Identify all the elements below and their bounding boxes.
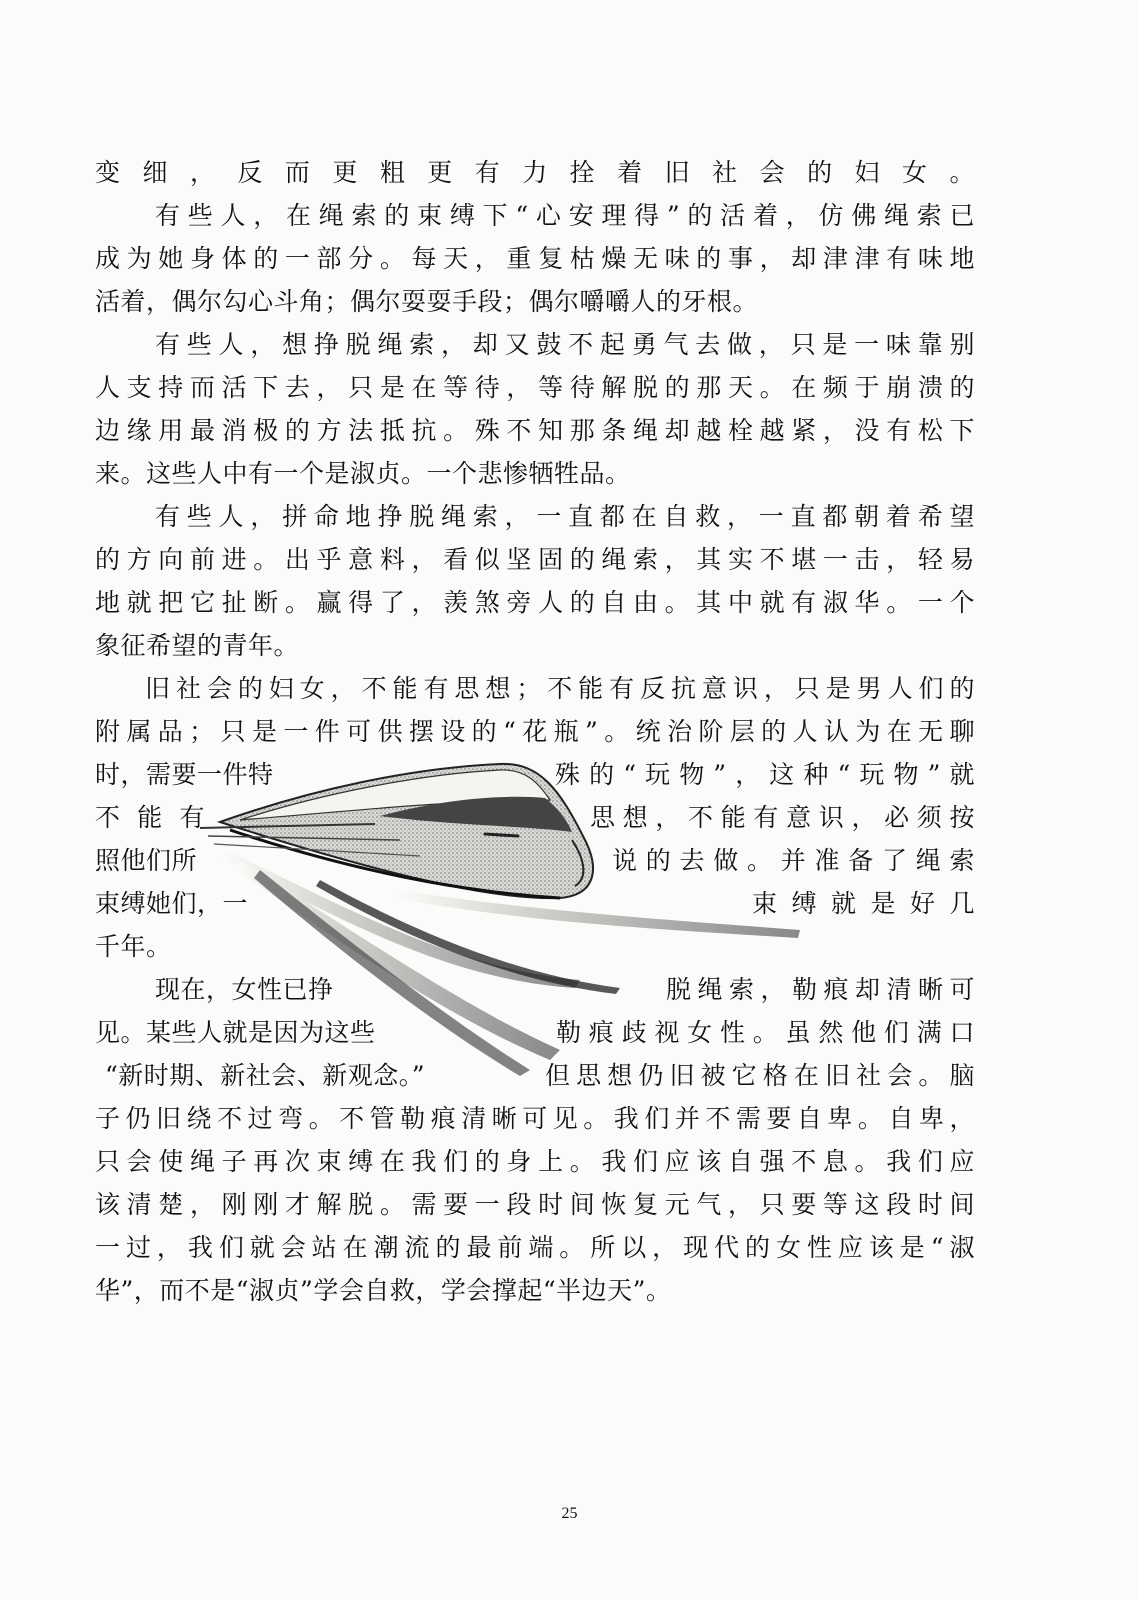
text-line: 附属品；只是一件可供摆设的“花瓶”。统治阶层的人认为在无聊	[95, 717, 975, 746]
text-line: 千年。	[95, 932, 172, 961]
text-line: 说的去做。并准备了绳索	[612, 846, 975, 875]
high-speed-train-icon	[200, 760, 840, 1090]
text-line: 该清楚，刚刚才解脱。需要一段时间恢复元气，只要等这段时间	[95, 1190, 975, 1219]
text-line: 一过，我们就会站在潮流的最前端。所以，现代的女性应该是“淑	[95, 1233, 975, 1262]
text-line: 见。某些人就是因为这些	[95, 1018, 376, 1047]
text-line: 子仍旧绕不过弯。不管勒痕清晰可见。我们并不需要自卑。自卑，	[95, 1104, 975, 1133]
text-line: 人支持而活下去，只是在等待，等待解脱的那天。在频于崩溃的	[95, 373, 975, 402]
text-line: 但思想仍旧被它格在旧社会。脑	[545, 1061, 975, 1090]
text-line: 有些人，拼命地挣脱绳索，一直都在自救，一直都朝着希望	[155, 502, 975, 531]
text-line: 照他们所	[95, 846, 198, 875]
text-line: 有些人，想挣脱绳索，却又鼓不起勇气去做，只是一味靠别	[155, 330, 975, 359]
text-line: 旧社会的妇女，不能有思想；不能有反抗意识，只是男人们的	[145, 674, 975, 703]
text-line: 地就把它扯断。赢得了，羡煞旁人的自由。其中就有淑华。一个	[95, 588, 975, 617]
text-line: 来。这些人中有一个是淑贞。一个悲惨牺牲品。	[95, 459, 631, 488]
text-line: 殊的“玩物”，这种“玩物”就	[555, 760, 975, 789]
text-line: 束缚就是好几	[752, 889, 975, 918]
text-line: 时，需要一件特	[95, 760, 274, 789]
text-line: 变细，反而更粗更有力拴着旧社会的妇女。	[95, 158, 975, 187]
text-line: 思想，不能有意识，必须按	[590, 803, 975, 832]
text-line: 现在，女性已挣	[155, 975, 334, 1004]
text-line: 脱绳索，勒痕却清晰可	[666, 975, 975, 1004]
text-line: 成为她身体的一部分。每天，重复枯燥无味的事，却津津有味地	[95, 244, 975, 273]
text-line: 不能有	[95, 803, 205, 832]
text-line: 的方向前进。出乎意料，看似坚固的绳索，其实不堪一击，轻易	[95, 545, 975, 574]
text-line: 束缚她们，一	[95, 889, 249, 918]
text-line: 活着，偶尔勾心斗角；偶尔耍耍手段；偶尔嚼嚼人的牙根。	[95, 287, 759, 316]
text-line: 勒痕歧视女性。虽然他们满口	[556, 1018, 975, 1047]
text-line: 华”，而不是“淑贞”学会自救，学会撑起“半边天”。	[95, 1276, 672, 1305]
text-line: 象征希望的青年。	[95, 631, 300, 660]
page-number: 25	[561, 1505, 578, 1522]
text-line: 只会使绳子再次束缚在我们的身上。我们应该自强不息。我们应	[95, 1147, 975, 1176]
text-line: 有些人，在绳索的束缚下“心安理得”的活着，仿佛绳索已	[155, 201, 975, 230]
text-line: 边缘用最消极的方法抵抗。殊不知那条绳却越栓越紧，没有松下	[95, 416, 975, 445]
text-line: “新时期、新社会、新观念。”	[105, 1061, 426, 1090]
